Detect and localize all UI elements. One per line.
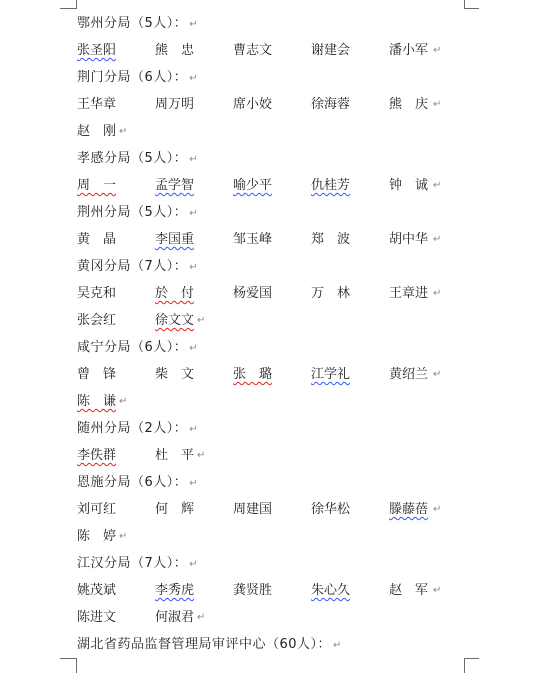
person-name: 龚贤胜 (233, 583, 273, 598)
person-name: 曹志文 (233, 43, 273, 58)
paragraph-mark-icon: ↵ (189, 154, 199, 165)
person-name: 万 林 (311, 286, 351, 301)
person-name: 姚茂斌 (77, 583, 117, 598)
section-heading-text: 孝感分局（5人）： (77, 151, 188, 166)
person-name: 柴 文 (155, 367, 195, 382)
section-heading (77, 68, 198, 88)
section-heading (77, 149, 198, 169)
name-row (77, 122, 522, 142)
section-heading-text: 江汉分局（7人）： (77, 556, 188, 571)
paragraph-mark-icon: ↵ (189, 262, 199, 273)
name-row (77, 230, 522, 250)
person-name: 陈 婷 (77, 529, 117, 544)
section-heading-text: 恩施分局（6人）： (77, 475, 188, 490)
person-name: 刘可红 (77, 502, 117, 517)
person-name: 黄 晶 (77, 232, 117, 247)
person-name: 赵 军 (389, 583, 429, 598)
section-heading (77, 203, 198, 223)
person-name: 谢建会 (311, 43, 351, 58)
person-name: 李佚群 (77, 448, 117, 463)
person-name: 潘小军 (389, 43, 429, 58)
paragraph-mark-icon: ↵ (433, 585, 442, 596)
name-row (77, 365, 522, 385)
name-row (77, 581, 522, 601)
person-name: 於 付 (155, 286, 195, 301)
person-name: 何淑君 (155, 610, 195, 625)
person-name: 朱心久 (311, 583, 351, 598)
person-name: 周 一 (77, 178, 117, 193)
person-name: 杨爱国 (233, 286, 273, 301)
name-row (77, 608, 522, 628)
paragraph-mark-icon: ↵ (433, 288, 442, 299)
person-name: 周建国 (233, 502, 273, 517)
paragraph-mark-icon: ↵ (119, 126, 128, 137)
person-name: 吴克和 (77, 286, 117, 301)
paragraph-mark-icon: ↵ (433, 180, 442, 191)
person-name: 徐海蓉 (311, 97, 351, 112)
person-name: 滕藤蓓 (389, 502, 429, 517)
name-row (77, 446, 522, 466)
name-row (77, 500, 522, 520)
paragraph-mark-icon: ↵ (197, 450, 206, 461)
person-name: 张会红 (77, 313, 117, 328)
person-name: 李国重 (155, 232, 195, 247)
crop-mark-bottom-right (464, 658, 479, 673)
person-name: 熊 忠 (155, 43, 195, 58)
section-heading (77, 257, 198, 277)
section-heading-text: 随州分局（2人）： (77, 421, 188, 436)
person-name: 赵 刚 (77, 124, 117, 139)
paragraph-mark-icon: ↵ (119, 396, 128, 407)
name-row (77, 176, 522, 196)
section-heading (77, 554, 198, 574)
paragraph-mark-icon: ↵ (433, 504, 442, 515)
crop-mark-top-left (60, 0, 77, 9)
person-name: 陈 谦 (77, 394, 117, 409)
paragraph-mark-icon: ↵ (189, 424, 199, 435)
person-name: 王华章 (77, 97, 117, 112)
paragraph-mark-icon: ↵ (433, 369, 442, 380)
person-name: 徐华松 (311, 502, 351, 517)
person-name: 黄绍兰 (389, 367, 429, 382)
person-name: 胡中华 (389, 232, 429, 247)
section-heading (77, 14, 198, 34)
section-heading-text: 黄冈分局（7人）： (77, 259, 188, 274)
person-name: 曾 锋 (77, 367, 117, 382)
name-row (77, 284, 522, 304)
person-name: 熊 庆 (389, 97, 429, 112)
person-name: 李秀虎 (155, 583, 195, 598)
person-name: 邹玉峰 (233, 232, 273, 247)
person-name: 席小姣 (233, 97, 273, 112)
person-name: 周万明 (155, 97, 195, 112)
paragraph-mark-icon: ↵ (189, 559, 199, 570)
paragraph-mark-icon: ↵ (433, 45, 442, 56)
paragraph-mark-icon: ↵ (197, 612, 206, 623)
person-name: 陈进文 (77, 610, 117, 625)
section-heading (77, 419, 198, 439)
paragraph-mark-icon: ↵ (333, 640, 342, 651)
person-name: 徐文文 (155, 313, 195, 328)
person-name: 张 璐 (233, 367, 273, 382)
paragraph-mark-icon: ↵ (189, 73, 199, 84)
person-name: 王章进 (389, 286, 429, 301)
person-name: 钟 诚 (389, 178, 429, 193)
name-row (77, 95, 522, 115)
name-row (77, 527, 522, 547)
paragraph-mark-icon: ↵ (189, 19, 199, 30)
paragraph-mark-icon: ↵ (119, 531, 128, 542)
person-name: 喻少平 (233, 178, 273, 193)
section-heading (77, 635, 342, 655)
person-name: 孟学智 (155, 178, 195, 193)
person-name: 江学礼 (311, 367, 351, 382)
section-heading-text: 湖北省药品监督管理局审评中心（60人）： (77, 637, 332, 652)
section-heading (77, 338, 198, 358)
paragraph-mark-icon: ↵ (189, 208, 199, 219)
name-row (77, 41, 522, 61)
person-name: 杜 平 (155, 448, 195, 463)
crop-mark-top-right (464, 0, 479, 9)
paragraph-mark-icon: ↵ (189, 478, 199, 489)
name-row (77, 392, 522, 412)
paragraph-mark-icon: ↵ (189, 343, 199, 354)
section-heading-text: 鄂州分局（5人）： (77, 16, 188, 31)
person-name: 张圣阳 (77, 43, 117, 58)
section-heading-text: 咸宁分局（6人）： (77, 340, 188, 355)
paragraph-mark-icon: ↵ (433, 99, 442, 110)
section-heading (77, 473, 198, 493)
person-name: 仇桂芳 (311, 178, 351, 193)
person-name: 何 辉 (155, 502, 195, 517)
paragraph-mark-icon: ↵ (197, 315, 206, 326)
person-name: 郑 波 (311, 232, 351, 247)
crop-mark-bottom-left (60, 658, 77, 673)
section-heading-text: 荆州分局（5人）： (77, 205, 188, 220)
name-row (77, 311, 522, 331)
section-heading-text: 荆门分局（6人）： (77, 70, 188, 85)
paragraph-mark-icon: ↵ (433, 234, 442, 245)
